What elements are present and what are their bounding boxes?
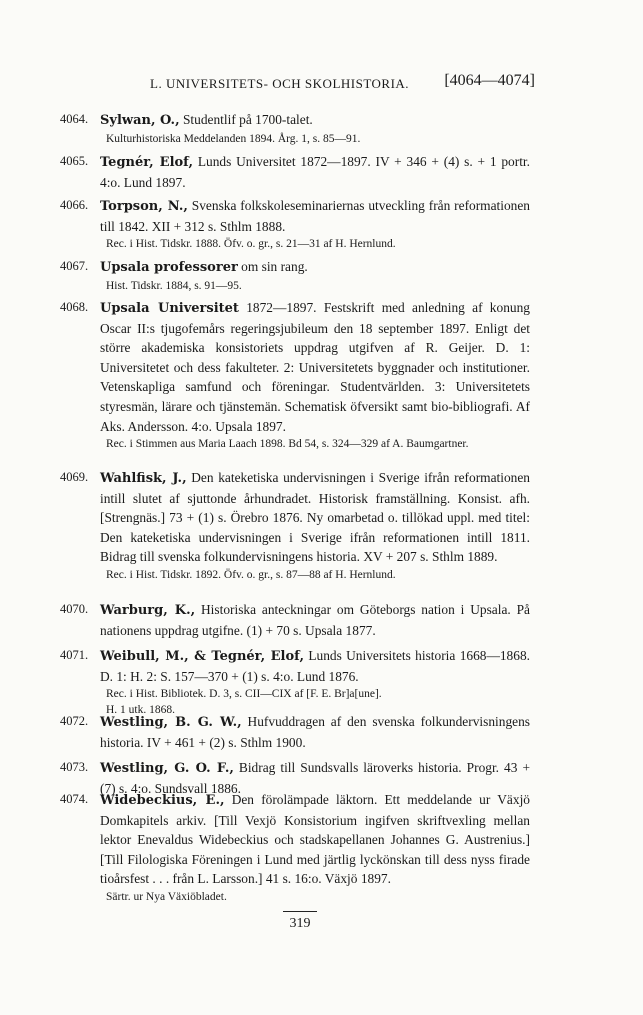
section-title: L. UNIVERSITETS- OCH SKOLHISTORIA. <box>150 76 410 91</box>
entry-text <box>100 298 530 436</box>
entry-number: 4068. <box>60 300 89 314</box>
entry-author: Westling, G. O. F., <box>100 761 234 776</box>
entry-text <box>100 257 530 278</box>
entry-text <box>100 196 530 236</box>
entry-author: Upsala Universitet <box>100 301 239 316</box>
entry-text <box>100 790 530 889</box>
bibliography-entry <box>60 110 530 147</box>
entry-number: 4074. <box>60 792 89 806</box>
entry-number: 4072. <box>60 714 89 728</box>
running-header <box>150 72 535 98</box>
entry-author: Warburg, K., <box>100 603 196 618</box>
entry-body: om sin rang. <box>237 259 308 274</box>
entry-text <box>100 600 530 640</box>
entry-author: Weibull, M., & Tegnér, Elof, <box>100 649 304 664</box>
entry-text <box>100 152 530 192</box>
entry-number: 4067. <box>60 259 89 273</box>
entry-author: Torpson, N., <box>100 199 188 214</box>
entry-body: Lunds Universitets historia 1668—1868. D. 1: H. 2: S. 157—370 + (1) s. 4:o. Lund 1876. <box>100 648 530 684</box>
entry-note: Hist. Tidskr. 1884, s. 91—95. <box>106 279 242 292</box>
entry-body: Studentlif på 1700-talet. <box>179 112 313 127</box>
entry-text <box>100 646 530 686</box>
entry-body: Historiska anteckningar om Göteborgs nation i Upsala. På nationens uppdrag utgifne. (1) + 70 s. Upsala 1877. <box>100 602 530 638</box>
entry-number: 4069. <box>60 470 89 484</box>
entry-body: Lunds Universitet 1872—1897. IV + 346 + (4) s. + 1 portr. 4:o. Lund 1897. <box>100 154 530 190</box>
entry-note: Rec. i Stimmen aus Maria Laach 1898. Bd 54, s. 324—329 af A. Baumgartner. <box>106 438 469 451</box>
entry-body: Svenska folkskoleseminariernas utveckling från reformationen till 1842. XII + 312 s. Sthlm 1888. <box>100 198 531 234</box>
bibliography-entry <box>60 600 530 640</box>
entry-note: H. 1 utk. 1868. <box>106 704 175 717</box>
entry-text <box>100 712 530 752</box>
entry-range: [4064—4074] <box>444 72 535 89</box>
entry-note: Kulturhistoriska Meddelanden 1894. Årg. 1, s. 85—91. <box>106 132 361 145</box>
entry-number: 4071. <box>60 648 89 662</box>
entry-note: Rec. i Hist. Bibliotek. D. 3, s. CII—CIX af [F. E. Br]a[une]. <box>106 688 382 701</box>
divider <box>283 911 317 912</box>
entry-body: 1872—1897. Festskrift med anledning af konung Oscar II:s tjugofemårs regeringsjubileum den 18 september 1897. Enligt det större akademiska konsistoriets uppdrag utgifven af R. Geijer. D. 1: Universitetet och dess fakulteter. 2: Universitetets byggnader och institutioner. Vetenskapliga samfund och föreningar. Studentvärlden. 3: Universitetets styresmän, lärare och tjänstemän. Schematisk öfversikt samt bio-bibliografi. Af Aks. Andersson. 4:o. Upsala 1897. <box>100 300 530 434</box>
bibliography-entry <box>60 298 530 452</box>
entry-number: 4070. <box>60 602 89 616</box>
entry-body: Den kateketiska undervisningen i Sverige ifrån reformationen intill slutet af sjuttonde århundradet. Historisk framställning. Konsist. afh. [Strengnäs.] 73 + (1) s. Örebro 1876. Ny omarbetad o. tillökad uppl. med titel: Den kateketiska undervisningen i Sverige ifrån reformationen intill 1811. Bidrag till svenska folkundervisningens historia. XV + 207 s. Sthlm 1889. <box>100 470 530 565</box>
entry-number: 4073. <box>60 760 89 774</box>
bibliography-entry <box>60 152 530 192</box>
entry-note: Rec. i Hist. Tidskr. 1888. Öfv. o. gr., s. 21—31 af H. Hernlund. <box>106 238 396 251</box>
entry-body: Den förolämpade läktorn. Ett meddelande ur Växjö Domkapitels arkiv. [Till Vexjö Konsistorium ingifven skriftvexling mellan lektor Enevaldus Widebeckius och stadskapellanen Johannes G. Austrenius.] [Till Filologiska Föreningen i Lund med järtlig lyckönskan till dess nyss firade tioårsfest . . . från L. Larsson.] 41 s. 16:o. Växjö 1897. <box>100 792 530 887</box>
entry-body: Hufvuddragen af den svenska folkundervisningens historia. IV + 461 + (2) s. Sthlm 1900. <box>100 714 530 750</box>
entry-number: 4066. <box>60 198 89 212</box>
bibliography-entry <box>60 646 530 718</box>
entry-author: Sylwan, O., <box>100 113 180 128</box>
entry-author: Widebeckius, E., <box>100 793 225 808</box>
entry-note: Särtr. ur Nya Växiöbladet. <box>106 890 227 903</box>
entry-body: Bidrag till Sundsvalls läroverks historia. Progr. 43 + (7) s. 4:o. Sundsvall 1886. <box>100 760 530 796</box>
bibliography-entry <box>60 196 531 252</box>
page-number: 319 <box>289 916 311 931</box>
entry-note: Rec. i Hist. Tidskr. 1892. Öfv. o. gr., s. 87—88 af H. Hernlund. <box>106 568 396 581</box>
entry-author: Westling, B. G. W., <box>100 715 242 730</box>
entry-text <box>100 468 530 567</box>
entry-author: Tegnér, Elof, <box>100 155 194 170</box>
bibliography-entry <box>60 257 530 294</box>
entry-author: Upsala professorer <box>100 260 238 275</box>
entry-text <box>100 110 530 131</box>
entry-author: Wahlfisk, J., <box>100 471 187 486</box>
bibliography-entry <box>60 712 530 752</box>
entry-number: 4065. <box>60 154 89 168</box>
bibliography-entry <box>60 468 530 583</box>
bibliography-entry <box>60 790 530 905</box>
entry-number: 4064. <box>60 112 89 126</box>
